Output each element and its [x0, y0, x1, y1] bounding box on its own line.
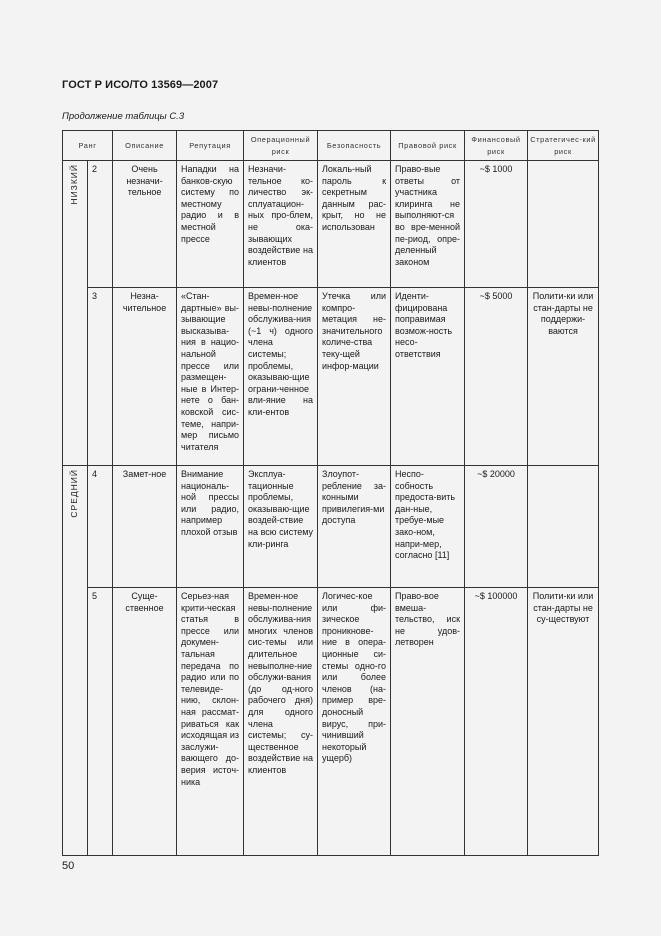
col-header-security: Безопасность: [318, 131, 391, 161]
description-cell: Замет-ное: [113, 466, 177, 588]
legal-cell: Право-вые ответы от участника клиринга не выполняют-ся во вре-менной пе-риод, опре-деленный законом: [391, 161, 465, 288]
operational-cell: Незначи-тельное ко-личество эк-сплуатацион-ных про-блем, не ока-зывающих воздействие на клиентов: [244, 161, 318, 288]
security-cell: Локаль-ный пароль к секретным данным рас-крыт, но не использован: [318, 161, 391, 288]
operational-cell: Времен-ное невы-полнение обслужива-ния (~1 ч) одного члена системы; проблемы, оказываю-щие ограни-ченное вли-яние на кли-ентов: [244, 288, 318, 466]
legal-cell: Иденти-фицирована поправимая возмож-ность несо-ответствия: [391, 288, 465, 466]
level-low-label: НИЗКИЙ: [69, 164, 80, 205]
col-header-description: Описание: [113, 131, 177, 161]
rank-cell: 3: [88, 288, 113, 466]
col-header-operational: Операционный риск: [244, 131, 318, 161]
reputation-cell: Нападки на банков-скую систему по местному радио и в местной прессе: [177, 161, 244, 288]
reputation-cell: «Стан-дартные» вы-зывающие высказыва-ния в нацио-нальной прессе или размещен-ные в Интер-нете о бан-ковской сис-теме, напри-мер письмо читателя: [177, 288, 244, 466]
table-header-row: [63, 131, 599, 161]
operational-cell: Эксплуа-тационные проблемы, оказываю-щие воздей-ствие на всю систему кли-ринга: [244, 466, 318, 588]
financial-cell: ~$ 1000: [465, 161, 528, 288]
description-cell: Суще-ственное: [113, 588, 177, 856]
table-caption: Продолжение таблицы С.3: [62, 111, 185, 122]
strategic-cell: Полити-ки или стан-дарты не су-ществуют: [528, 588, 599, 856]
security-cell: Злоупот-ребление за-конными привилегия-ми доступа: [318, 466, 391, 588]
rank-cell: 4: [88, 466, 113, 588]
col-header-strategic: Стратегичес-кий риск: [528, 131, 599, 161]
table-row: [63, 466, 599, 588]
rank-cell: 2: [88, 161, 113, 288]
table-row: [63, 161, 599, 288]
legal-cell: Право-вое вмеша-тельство, иск не удов-летворен: [391, 588, 465, 856]
col-header-financial: Финансовый риск: [465, 131, 528, 161]
strategic-cell: Полити-ки или стан-дарты не поддержи-ваются: [528, 288, 599, 466]
security-cell: Утечка или компро-метация не-значительного количе-ства теку-щей инфор-мации: [318, 288, 391, 466]
strategic-cell: [528, 161, 599, 288]
reputation-cell: Серьез-ная крити-ческая статья в прессе или докумен-тальная передача по радио или по телевиде-нию, склон-ная рассмат-риваться как исходящая из заслужи-вающего до-верия источ-ника: [177, 588, 244, 856]
level-medium: [63, 466, 88, 856]
risk-table: [62, 130, 599, 856]
document-title: ГОСТ Р ИСО/ТО 13569—2007: [62, 79, 219, 91]
description-cell: Незна-чительное: [113, 288, 177, 466]
level-low: [63, 161, 88, 466]
table-row: [63, 588, 599, 856]
col-header-rank: Ранг: [63, 131, 113, 161]
table-row: [63, 288, 599, 466]
rank-cell: 5: [88, 588, 113, 856]
level-medium-label: СРЕДНИЙ: [69, 469, 80, 518]
col-header-reputation: Репутация: [177, 131, 244, 161]
legal-cell: Неспо-собность предоста-вить дан-ные, требуе-мые зако-ном, напри-мер, согласно [11]: [391, 466, 465, 588]
page-number: 50: [62, 860, 75, 872]
col-header-legal: Правовой риск: [391, 131, 465, 161]
financial-cell: ~$ 20000: [465, 466, 528, 588]
reputation-cell: Внимание националь-ной прессы или радио, например плохой отзыв: [177, 466, 244, 588]
financial-cell: ~$ 100000: [465, 588, 528, 856]
description-cell: Очень незначи-тельное: [113, 161, 177, 288]
strategic-cell: [528, 466, 599, 588]
financial-cell: ~$ 5000: [465, 288, 528, 466]
operational-cell: Времен-ное невы-полнение обслужива-ния многих членов сис-темы или длительное невыполне-ние обслужи-вания (до од-ного рабочего дня) для одного члена системы; су-щественное воздействие на клиентов: [244, 588, 318, 856]
security-cell: Логичес-кое или фи-зическое проникнове-ние в опера-ционные си-стемы одно-го или более членов (на-пример вре-доносный вирус, при-чинивший некоторый ущерб): [318, 588, 391, 856]
